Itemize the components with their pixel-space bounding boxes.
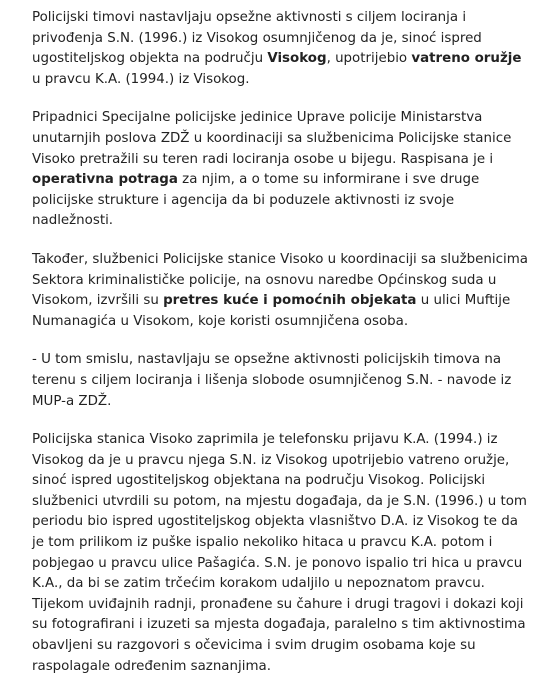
text-segment: u ulici Muftije Numanagića u Visokom, koje koristi osumnjičena osoba. [32, 293, 511, 329]
bold-text-segment: pretres kuće i pomoćnih objekata [163, 293, 417, 309]
bold-text-segment: vatreno oružje [411, 51, 522, 67]
text-segment: Policijski timovi nastavljaju opsežne aktivnosti s ciljem lociranja i privođenja S.N. (1996.) iz Visokog osumnjičenog da je, sinoć ispred ugostiteljskog objekta na području [32, 10, 482, 67]
bold-text-segment: Visokog [267, 51, 327, 67]
text-segment: za njim, a o tome su informirane i sve druge policijske strukture i agencija da bi poduzele aktivnosti iz svoje nadležnosti. [32, 172, 480, 229]
bold-text-segment: operativna potraga [32, 172, 178, 188]
text-segment: Pripadnici Specijalne policijske jedinice Uprave policije Ministarstva unutarnjih poslova ZDŽ u koordinaciji sa službenicima Policijske stanice Visoko pretražili su teren radi lociranja osobe u bijegu. Raspisana je i [32, 110, 512, 167]
article-body [32, 8, 532, 695]
text-segment: Policijska stanica Visoko zaprimila je telefonsku prijavu K.A. (1994.) iz Visokog da je u pravcu njega S.N. iz Visokog upotrijebio vatreno oružje, sinoć ispred ugostiteljskog objektana na području Visokog. Policijski službenici utvrdili su potom, na mjestu događaja, da je S.N. (1996.) u tom periodu bio ispred ugostiteljskog objekta vlasništvo D.A. iz Visokog te da je tom prilikom iz puške ispalio nekoliko hitaca u pravcu K.A. potom i pobjegao u pravcu ulice Pašagića. S.N. je ponovo ispalio tri hica u pravcu K.A., da bi se zatim trčećim korakom udaljilo u nepoznatom pravcu. Tijekom uviđajnih radnji, pronađene su čahure i drugi tragovi i dokazi koji su fotografirani i izuzeti sa mjesta događaja, paralelno s tim aktivnostima obavljeni su razgovori s očevicima i svim drugim osobama koje su raspolagale određenim saznanjima. [32, 432, 527, 674]
paragraph-2 [32, 108, 532, 232]
paragraph-5 [32, 430, 532, 677]
text-segment: Također, službenici Policijske stanice Visoko u koordinaciji sa službenicima Sektora kriminalističke policije, na osnovu naredbe Općinskog suda u Visokom, izvršili su [32, 251, 528, 309]
text-segment: u pravcu K.A. (1994.) iz Visokog. [32, 71, 250, 87]
text-segment: - U tom smislu, nastavljaju se opsežne aktivnosti policijskih timova na terenu s ciljem lociranja i lišenja slobode osumnjičenog S.N. - navode iz MUP-a ZDŽ. [32, 352, 512, 409]
paragraph-3 [32, 250, 532, 332]
paragraph-1 [32, 8, 532, 90]
text-segment: , upotrijebio [326, 51, 412, 67]
paragraph-4 [32, 350, 532, 412]
